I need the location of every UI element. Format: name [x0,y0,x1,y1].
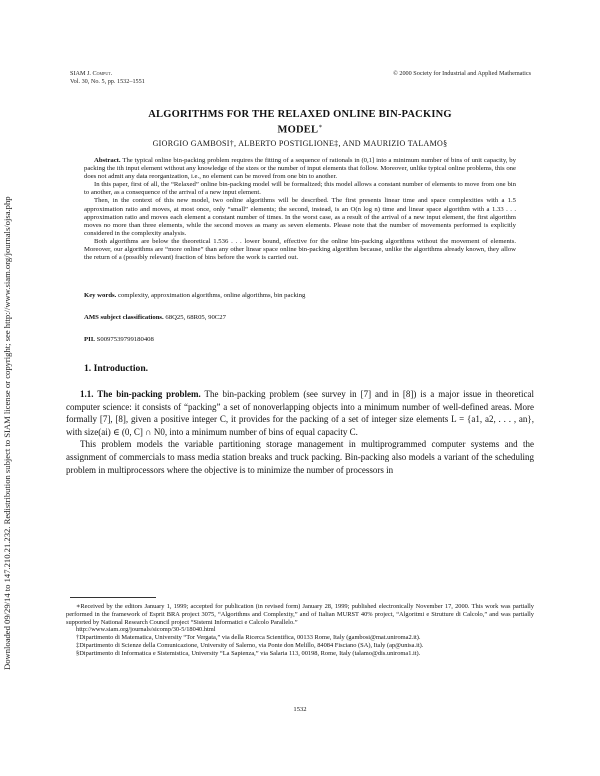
section-heading: 1. Introduction. [84,363,149,374]
pii-text: S0097539799180408 [96,336,154,343]
paper-title [90,108,510,137]
pii [84,336,516,344]
intro-paragraph-1: The bin-packing problem (see survey in [7] and in [8]) is a major issue in theoretical computer science: it consists of “packing” a set of nonoverlapping objects into a minimum number of well-defined areas. More formally [7], [8], given a positive integer C, it provides for the packing of a set of integer size elements L = {a1, a2, . . . , an}, with size(ai) ∈ (0, C] ∩ N0, into a minimum number of bins of equal capacity C. [66,389,535,437]
title-line-1: ALGORITHMS FOR THE RELAXED ONLINE BIN-PACKING [148,109,452,120]
intro-paragraph-2: This problem models the variable partitioning storage management in multiprogrammed computer systems and the assignment of commercials to mass media station breaks and truck packing. Bin-packing also models a variant of the scheduling problem in multiprocessors where the objective is to minimize the number of processors in [66,439,534,475]
subsection-heading: 1.1. The bin-packing problem. [80,389,201,399]
keywords-text: complexity, approximation algorithms, online algorithms, bin packing [118,292,306,299]
journal-name: SIAM J. Comput. [70,70,113,77]
footnote-gambosi: †Dipartimento di Matematica, University “Tor Vergata,” via della Ricerca Scientifica, 00133 Rome, Italy (gambosi@mat.uniroma2.it). [76,634,421,642]
copyright-notice: © 2000 Society for Industrial and Applied Mathematics [393,70,531,77]
keywords-label: Key words. [84,292,117,299]
author-list: GIORGIO GAMBOSI†, ALBERTO POSTIGLIONE‡, AND MAURIZIO TALAMO§ [152,139,448,148]
abstract [84,157,516,262]
ams-text: 68Q25, 68R05, 90C27 [165,314,226,321]
pii-label: PII. [84,336,95,343]
ams-classification [84,314,516,322]
title-line-2: MODEL [277,124,319,136]
ams-label: AMS subject classifications. [84,314,164,321]
keywords [84,292,516,300]
page-number: 1532 [293,706,307,713]
abstract-paragraph-4: Both algorithms are below the theoretical 1.536 . . . lower bound, effective for the online bin-packing algorithms without the movement of elements. Moreover, our algorithms are “more online” than any other linear space online bin-packing algorithm because, unlike the algorithms already known, they allow the return of a (possibly relevant) fraction of bins before the work is carried out. [84,237,516,262]
footnote-received: ∗Received by the editors January 1, 1999; accepted for publication (in revised form) January 28, 1999; published electronically November 17, 2000. This work was partially performed in the framework of Esprit BRA project 3075, “Algorithms and Complexity,” and of Italian MURST 40% project, “Algoritmi e Strutture di Calcolo,” and was partially supported by National Research Council project “Sistemi Informatici e Calcolo Parallelo.” [66,603,534,626]
footnote-rule [70,597,156,598]
journal-header [70,70,145,86]
abstract-paragraph-2: In this paper, first of all, the “Relaxed” online bin-packing model will be formalized; this model allows a constant number of elements to move from one bin to another, as a consequence of the arrival of a new input element. [84,181,516,197]
download-notice-text: Downloaded 09/29/14 to 147.210.21.232. Redistribution subject to SIAM license or copyright; see http://www.siam.org/journals/ojsa.php [2,196,12,670]
journal-volume: Vol. 30, No. 5, pp. 1532–1551 [70,78,145,85]
abstract-paragraph-3: Then, in the context of this new model, two online algorithms will be described. The first presents linear time and space complexities with a 1.5 approximation ratio and moves, at most once, only “small” elements; the second, instead, is an O(n log n) time and linear space algorithm with a 1.33 . . . approximation ratio and moves each element a constant number of times. In the worst case, as a result of the arrival of a new input element, the first algorithm moves no more than three elements, while the second moves as many as seven elements. Please note that the number of movements performed is explicitly considered in the complexity analysis. [84,197,516,237]
footnotes [66,603,534,658]
title-footnote-mark: ∗ [318,124,323,130]
abstract-paragraph-1: The typical online bin-packing problem requires the fitting of a sequence of rationals in (0,1] into a minimum number of bins of unit capacity, by packing the ith input element without any knowledge of the sizes or the number of input elements that follow. Moreover, unlike typical online problems, this one does not admit any data reorganization, i.e., no element can be moved from one bin to another. [84,157,516,181]
footnote-talamo: §Dipartimento di Informatica e Sistemistica, University “La Sapienza,” via Salaria 113, 00198, Rome, Italy (talamo@dis.uniroma1.it). [76,649,421,657]
download-notice [2,115,16,670]
introduction-body [66,388,534,476]
footnote-postiglione: ‡Dipartimento di Scienze della Comunicazione, University of Salerno, via Ponte don Melillo, 84084 Fisciano (SA), Italy (ap@unisa.it). [76,641,424,649]
abstract-label: Abstract. [94,157,121,164]
footnote-url: http://www.siam.org/journals/sicomp/30-5/18040.html [76,626,216,634]
